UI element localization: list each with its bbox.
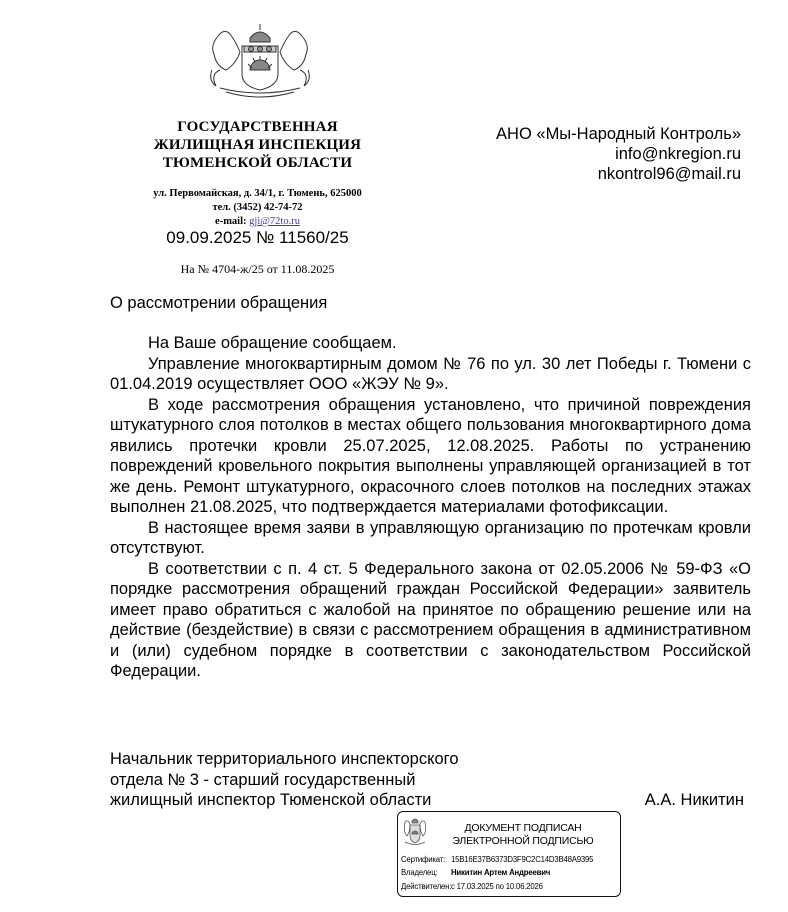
issuer-address: ул. Первомайская, д. 34/1, г. Тюмень, 625000 xyxy=(153,188,362,199)
coat-of-arms-icon xyxy=(206,24,314,98)
certificate-value: 15B16E37B6373D3F9C2C14D3B48A9395 xyxy=(451,855,594,864)
owner-value: Никитин Артем Андреевич xyxy=(451,868,551,877)
stamp-validity-row xyxy=(401,882,543,892)
issuer-phone: тел. (3452) 42-74-72 xyxy=(212,202,303,213)
recipient-block xyxy=(496,124,741,184)
recipient-name: АНО «Мы-Народный Контроль» xyxy=(496,125,741,143)
org-name-line: ТЮМЕНСКОЙ ОБЛАСТИ xyxy=(162,155,353,171)
certificate-label: Сертификат: xyxy=(401,855,446,864)
org-name-line: ГОСУДАРСТВЕННАЯ xyxy=(177,119,338,135)
signer-position-line: жилищный инспектор Тюменской области xyxy=(110,791,432,809)
letter-body xyxy=(110,333,751,682)
body-paragraph: В ходе рассмотрения обращения установлено, что причиной повреждения штукатурного слоя потолков в местах общего пользования многоквартирного дома явились протечки кровли 25.07.2025, 12.08.2025. Работы по устранению повреждений кровельного покрытия выполнены управляющей организацией в тот же день. Ремонт штукатурного, окрасочного слоев потолков на последних этажах выполнен 21.08.2025, что подтверждается материалами фотофиксации. xyxy=(110,395,751,516)
issuer-organization-name xyxy=(140,118,375,172)
stamp-certificate-row xyxy=(401,855,593,865)
stamp-title xyxy=(438,822,608,848)
document-number: 09.09.2025 № 11560/25 xyxy=(166,228,349,247)
owner-label: Владелец: xyxy=(401,868,438,877)
body-paragraph: В настоящее время заяви в управляющую организацию по протечкам кровли отсутствуют. xyxy=(110,518,751,557)
issuer-email-line xyxy=(140,215,375,229)
issuer-contacts xyxy=(140,187,375,229)
stamp-owner-row xyxy=(401,868,550,878)
validity-label: Действителен: xyxy=(401,882,452,891)
reply-reference: На № 4704-ж/25 от 11.08.2025 xyxy=(180,262,335,276)
stamp-title-line: ДОКУМЕНТ ПОДПИСАН xyxy=(464,822,582,834)
coat-of-arms-icon xyxy=(402,816,428,848)
recipient-email: nkontrol96@mail.ru xyxy=(597,165,741,183)
signer-name: А.А. Никитин xyxy=(644,791,744,809)
signer-position-line: отдела № 3 - старший государственный xyxy=(110,770,416,789)
body-paragraph: На Ваше обращение сообщаем. xyxy=(148,334,397,352)
email-label: e-mail: xyxy=(215,216,247,227)
electronic-signature-stamp xyxy=(397,811,621,897)
stamp-title-line: ЭЛЕКТРОННОЙ ПОДПИСЬЮ xyxy=(452,835,594,847)
recipient-email: info@nkregion.ru xyxy=(615,145,741,163)
issuer-email-link[interactable]: gji@72to.ru xyxy=(249,216,300,227)
letter-subject: О рассмотрении обращения xyxy=(110,294,328,312)
validity-value: с 17.03.2025 по 10.06.2026 xyxy=(451,882,543,891)
body-paragraph: Управление многоквартирным домом № 76 по ул. 30 лет Победы г. Тюмени с 01.04.2019 осуществляет ООО «ЖЭУ № 9». xyxy=(110,354,751,393)
org-name-line: ЖИЛИЩНАЯ ИНСПЕКЦИЯ xyxy=(153,137,362,153)
body-paragraph: В соответствии с п. 4 ст. 5 Федерального закона от 02.05.2006 № 59-ФЗ «О порядке рассмотрения обращений граждан Российской Федерации» заявитель имеет право обратиться с жалобой на принятое по обращению решение или на действие (бездействие) в связи с рассмотрением обращения в административном и (или) судебном порядке в соответствии с законодательством Российской Федерации. xyxy=(110,559,751,680)
signer-position-line: Начальник территориального инспекторского xyxy=(110,750,459,768)
signer-position xyxy=(110,749,459,811)
